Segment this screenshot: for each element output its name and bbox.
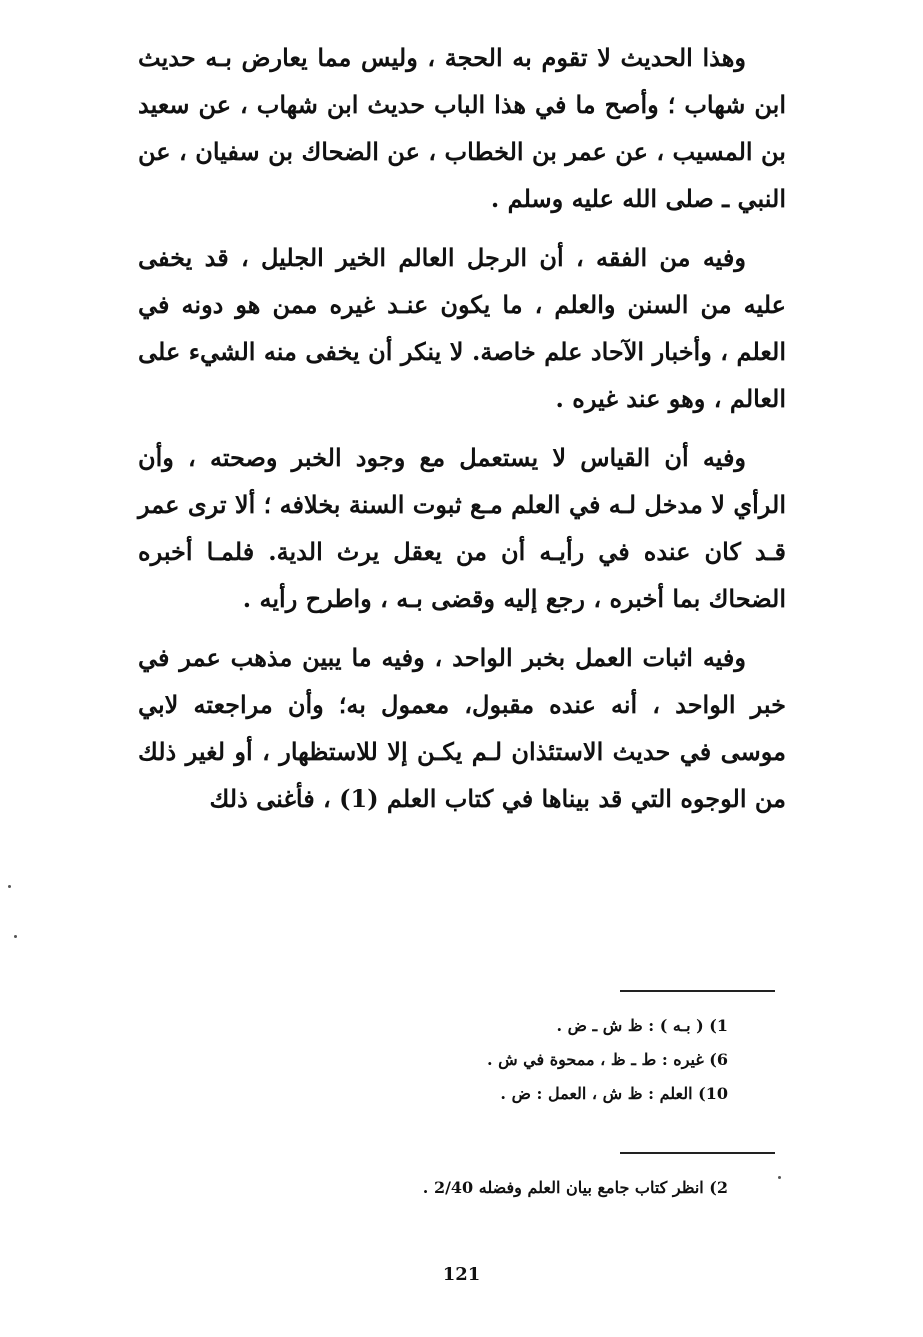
paragraph-4: وفيه اثبات العمل بخبر الواحد ، وفيه ما يبين مذهب عمر في خبر الواحد ، أنه عنده مقبول، معمول به؛ وأن مراجعته لابي موسى في حديث الاستئذان لـم يكـن إلا للاستظهار ، أو لغير ذلك من الوجوه التي قد بيناها في كتاب العلم (1) ، فأغنى ذلك [138,643,786,813]
scan-speck [8,885,11,888]
scan-speck [14,935,17,938]
paragraph-2: وفيه من الفقه ، أن الرجل العالم الخير الجليل ، قد يخفى عليه من السنن والعلم ، ما يكون عنـد غيره ممن هو دونه في العلم ، وأخبار الآحاد علم خاصة. لا ينكر أن يخفى منه الشيء على العالم ، وهو عند غيره . [138,243,786,413]
paragraph-1: وهذا الحديث لا تقوم به الحجة ، وليس مما يعارض بـه حديث ابن شهاب ؛ وأصح ما في هذا الباب حديث ابن شهاب ، عن سعيد بن المسيب ، عن عمر بن الخطاب ، عن الضحاك بن سفيان ، عن النبي ـ صلى الله عليه وسلم . [138,43,786,213]
scan-speck [778,1176,781,1179]
footnote-divider [620,1152,775,1154]
variant-note-1: 1) ( بـه ) : ظ ش ـ ض . [556,1016,728,1035]
footnote: 2) انظر كتاب جامع بيان العلم وفضله 2/40 . [422,1178,728,1197]
variants-divider [620,990,775,992]
variant-note-10: 10) العلم : ظ ش ، العمل : ض . [500,1084,728,1103]
page-number: 121 [442,1264,481,1285]
paragraph-3: وفيه أن القياس لا يستعمل مع وجود الخبر وصحته ، وأن الرأي لا مدخل لـه في العلم مـع ثبوت السنة بخلافه ؛ ألا ترى عمر قـد كان عنده في رأيـه أن من يعقل يرث الدية. فلمـا أخبره الضحاك بما أخبره ، رجع إليه وقضى بـه ، واطرح رأيه . [138,443,786,613]
variant-note-6: 6) غيره : ط ـ ظ ، ممحوة في ش . [486,1050,728,1069]
main-text [138,34,786,834]
